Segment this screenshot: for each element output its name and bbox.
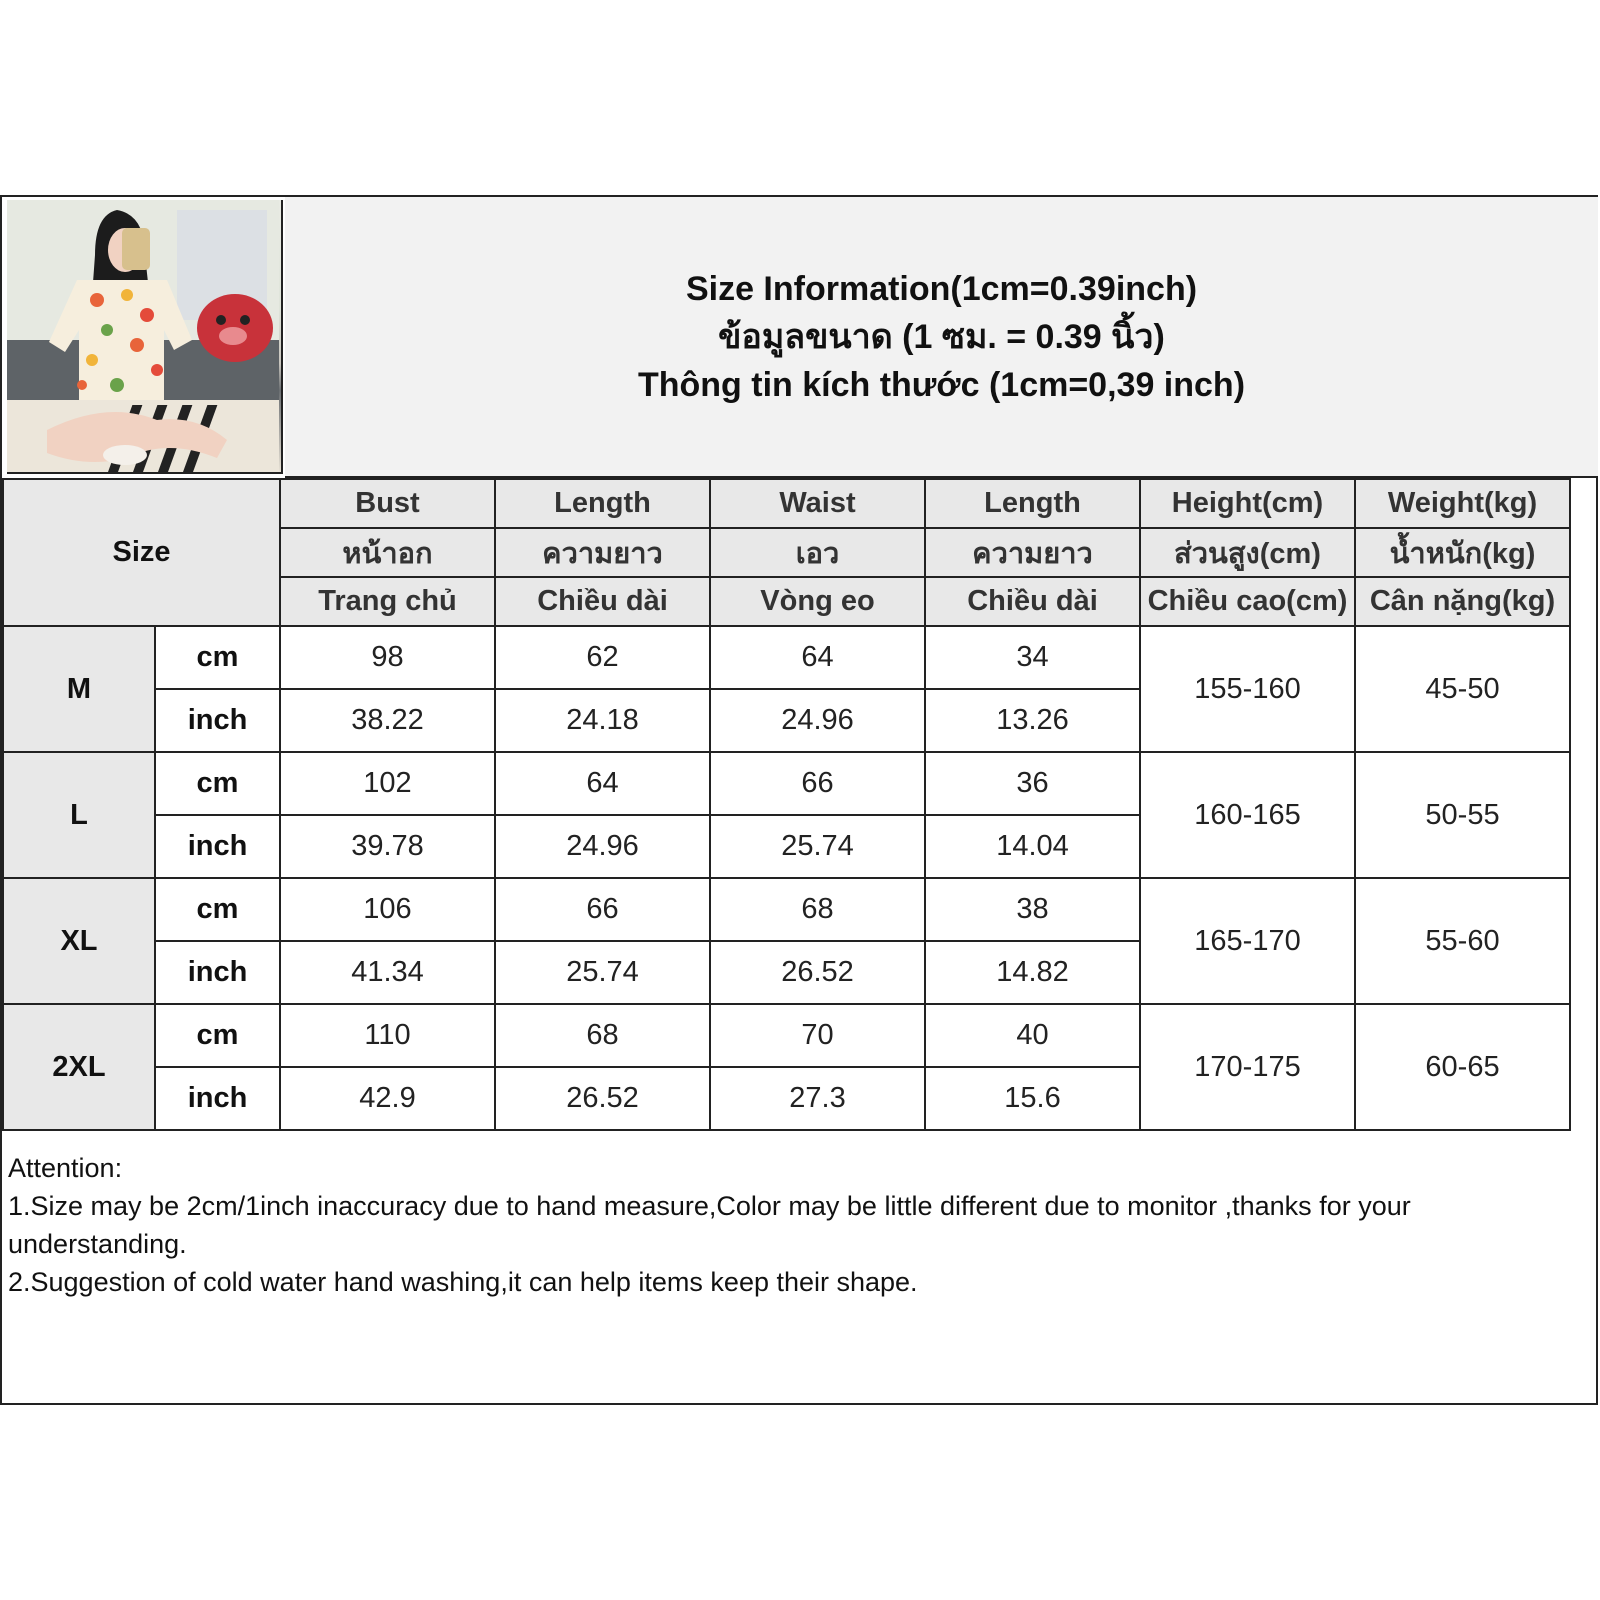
column-header: เอว (710, 528, 925, 577)
note-line: 1.Size may be 2cm/1inch inaccuracy due to hand measure,Color may be little different due to monitor ,thanks for your understanding. (8, 1191, 1411, 1259)
column-header: น้ำหนัก(kg) (1355, 528, 1570, 577)
table-cell: 42.9 (280, 1067, 495, 1130)
weight-cell: 60-65 (1355, 1004, 1570, 1130)
table-cell: 68 (710, 878, 925, 941)
unit-label: inch (155, 689, 280, 752)
table-cell: 25.74 (710, 815, 925, 878)
note-line: 2.Suggestion of cold water hand washing,it can help items keep their shape. (8, 1267, 918, 1297)
table-cell: 64 (495, 752, 710, 815)
table-cell: 38.22 (280, 689, 495, 752)
table-cell: 62 (495, 626, 710, 689)
table-cell: 24.96 (710, 689, 925, 752)
table-row (3, 878, 1570, 941)
unit-label: inch (155, 1067, 280, 1130)
size-label: M (3, 626, 155, 752)
table-cell: 24.18 (495, 689, 710, 752)
table-cell: 98 (280, 626, 495, 689)
table-cell: 70 (710, 1004, 925, 1067)
table-cell: 26.52 (495, 1067, 710, 1130)
title-thai: ข้อมูลขนาด (1 ซม. = 0.39 นิ้ว) (718, 317, 1165, 356)
table-cell: 25.74 (495, 941, 710, 1004)
column-header: Length (925, 479, 1140, 528)
height-cell: 165-170 (1140, 878, 1355, 1004)
table-cell: 14.04 (925, 815, 1140, 878)
size-label: XL (3, 878, 155, 1004)
table-cell: 24.96 (495, 815, 710, 878)
size-label: L (3, 752, 155, 878)
table-cell: 102 (280, 752, 495, 815)
table-cell: 15.6 (925, 1067, 1140, 1130)
column-header: ความยาว (495, 528, 710, 577)
column-header: Vòng eo (710, 577, 925, 626)
weight-cell: 50-55 (1355, 752, 1570, 878)
notes-heading: Attention: (8, 1153, 123, 1183)
column-header: Length (495, 479, 710, 528)
unit-label: cm (155, 1004, 280, 1067)
column-header: Waist (710, 479, 925, 528)
column-header: Cân nặng(kg) (1355, 577, 1570, 626)
table-cell: 39.78 (280, 815, 495, 878)
column-header: Trang chủ (280, 577, 495, 626)
table-cell: 13.26 (925, 689, 1140, 752)
size-header: Size (3, 479, 280, 626)
table-cell: 34 (925, 626, 1140, 689)
title-box (285, 197, 1598, 478)
table-row (3, 626, 1570, 689)
column-header: ความยาว (925, 528, 1140, 577)
column-header: Chiều dài (925, 577, 1140, 626)
height-cell: 160-165 (1140, 752, 1355, 878)
table-cell: 38 (925, 878, 1140, 941)
table-cell: 66 (710, 752, 925, 815)
unit-label: inch (155, 815, 280, 878)
height-cell: 170-175 (1140, 1004, 1355, 1130)
weight-cell: 45-50 (1355, 626, 1570, 752)
table-cell: 110 (280, 1004, 495, 1067)
unit-label: inch (155, 941, 280, 1004)
product-photo (7, 200, 283, 474)
column-header: Chiều cao(cm) (1140, 577, 1355, 626)
size-table (2, 478, 1571, 1131)
table-cell: 66 (495, 878, 710, 941)
table-cell: 26.52 (710, 941, 925, 1004)
weight-cell: 55-60 (1355, 878, 1570, 1004)
table-row (3, 1004, 1570, 1067)
column-header: Height(cm) (1140, 479, 1355, 528)
model-illustration (7, 200, 279, 472)
attention-notes (8, 1149, 1588, 1301)
table-cell: 106 (280, 878, 495, 941)
column-header: Weight(kg) (1355, 479, 1570, 528)
unit-label: cm (155, 626, 280, 689)
size-chart-sheet (0, 195, 1598, 1405)
table-cell: 41.34 (280, 941, 495, 1004)
table-cell: 68 (495, 1004, 710, 1067)
height-cell: 155-160 (1140, 626, 1355, 752)
table-cell: 36 (925, 752, 1140, 815)
column-header: Chiều dài (495, 577, 710, 626)
size-label: 2XL (3, 1004, 155, 1130)
table-cell: 27.3 (710, 1067, 925, 1130)
header-row-english (3, 479, 1570, 528)
table-cell: 64 (710, 626, 925, 689)
column-header: ส่วนสูง(cm) (1140, 528, 1355, 577)
unit-label: cm (155, 878, 280, 941)
column-header: หน้าอก (280, 528, 495, 577)
table-cell: 40 (925, 1004, 1140, 1067)
title-vietnamese: Thông tin kích thước (1cm=0,39 inch) (637, 365, 1246, 404)
table-row (3, 752, 1570, 815)
column-header: Bust (280, 479, 495, 528)
unit-label: cm (155, 752, 280, 815)
title-english: Size Information(1cm=0.39inch) (685, 269, 1198, 308)
table-cell: 14.82 (925, 941, 1140, 1004)
